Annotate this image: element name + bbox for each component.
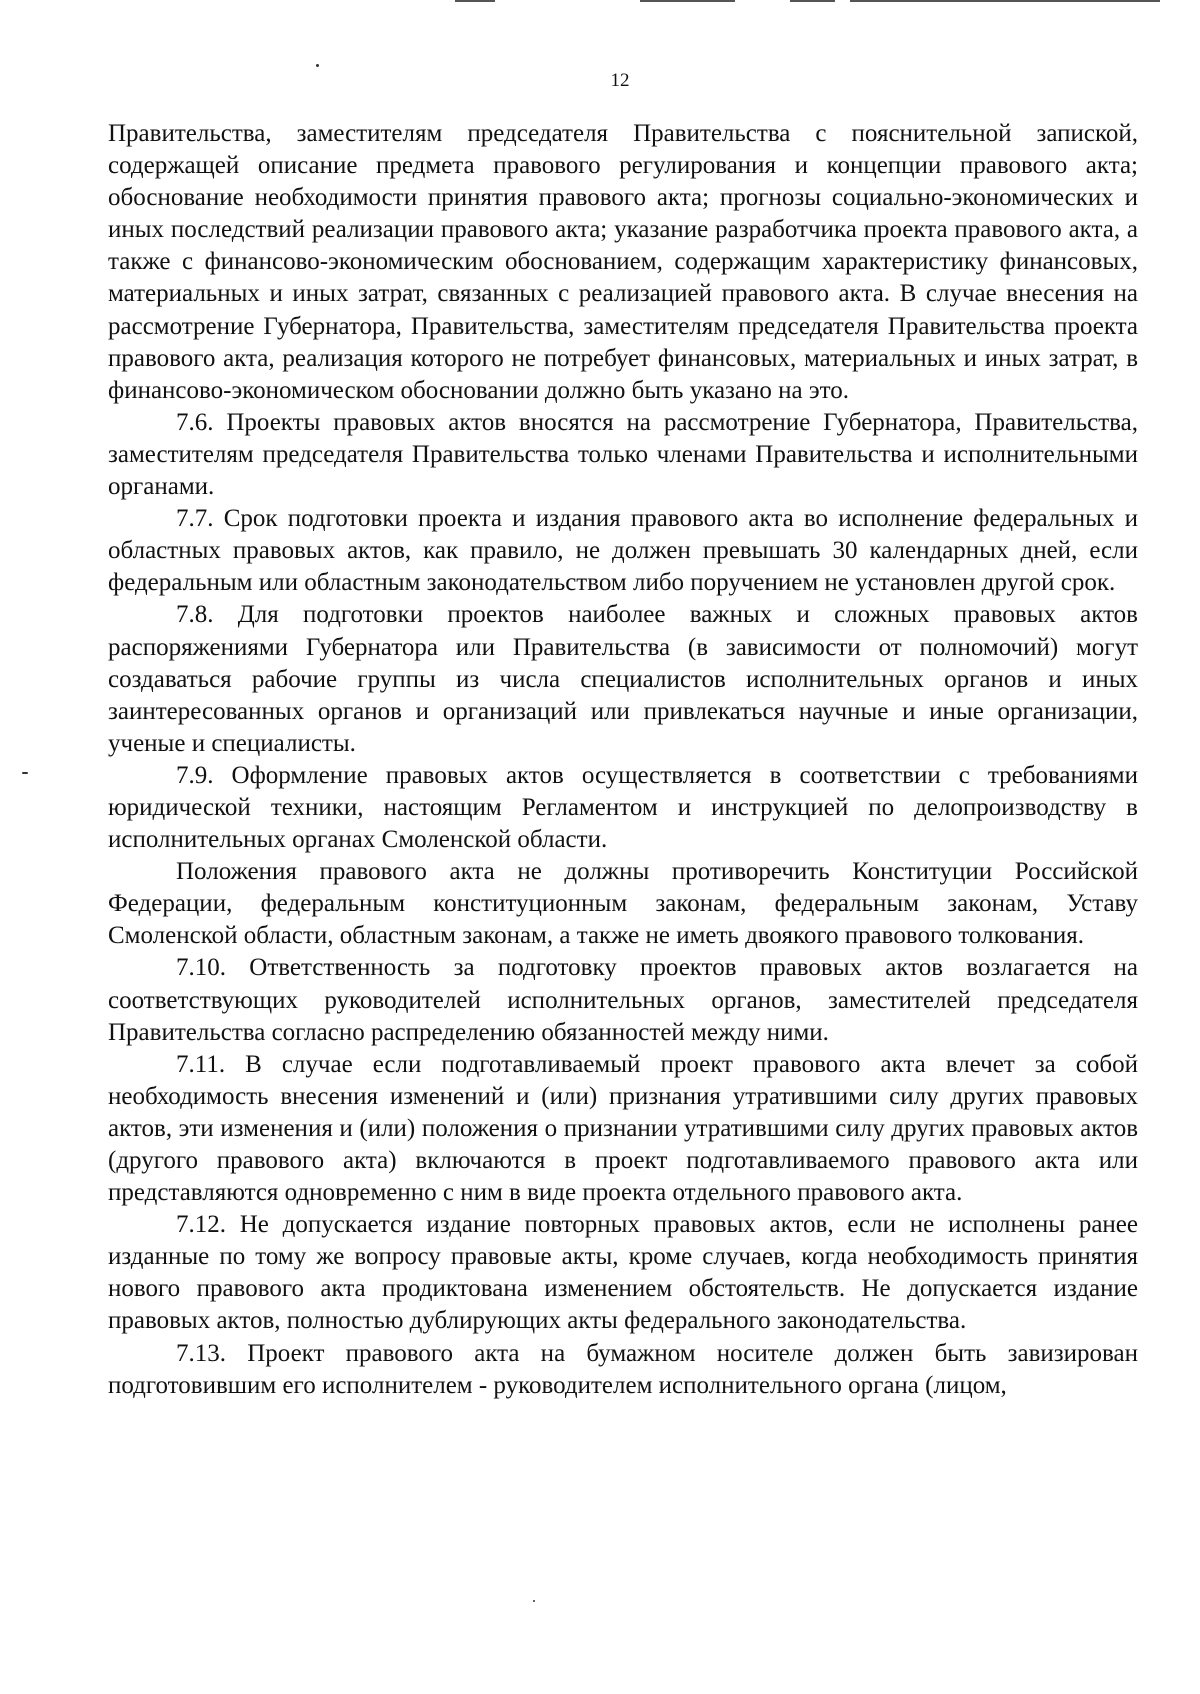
scan-speck (533, 1600, 535, 1602)
paragraph-continuation: Правительства, заместителям председателя Правительства с пояснительной запиской, содержащей описание предмета правового регулирования и концепции правового акта; обоснование необходимости принятия правового акта; прогнозы социально-экономических и иных последствий реализации правового акта; указание разработчика проекта правового акта, а также с финансово-экономическим обоснованием, содержащим характеристику финансовых, материальных и иных затрат, связанных с реализацией правового акта. В случае внесения на рассмотрение Губернатора, Правительства, заместителям председателя Правительства проекта правового акта, реализация которого не потребует финансовых, материальных и иных затрат, в финансово-экономическом обосновании должно быть указано на это. (108, 120, 1138, 404)
paragraph-7-7: 7.7. Срок подготовки проекта и издания правового акта во исполнение федеральных и областных правовых актов, как правило, не должен превышать 30 календарных дней, если федеральным или областным законодательством либо поручением не установлен другой срок. (108, 505, 1138, 597)
paragraph-7-13: 7.13. Проект правового акта на бумажном носителе должен быть завизирован подготовившим его исполнителем - руководителем исполнительного органа (лицом, (108, 1339, 1138, 1399)
paragraph-7-11: 7.11. В случае если подготавливаемый проект правового акта влечет за собой необходимость внесения изменений и (или) признания утратившими силу других правовых актов, эти изменения и (или) положения о признании утратившими силу других правовых актов (другого правового акта) включаются в проект подготавливаемого правового акта или представляются одновременно с ним в виде проекта отдельного правового акта. (108, 1050, 1138, 1207)
scan-edge-line (790, 0, 835, 2)
paragraph-7-10: 7.10. Ответственность за подготовку проектов правовых актов возлагается на соответствующих руководителей исполнительных органов, заместителей председателя Правительства согласно распределению обязанностей между ними. (108, 954, 1138, 1046)
page-number: 12 (610, 70, 630, 91)
scan-edge-line (850, 0, 1160, 2)
scan-speck (22, 772, 28, 774)
paragraph-7-12: 7.12. Не допускается издание повторных правовых актов, если не исполнены ранее изданные по тому же вопросу правовые акты, кроме случаев, когда необходимость принятия нового правового акта продиктована изменением обстоятельств. Не допускается издание правовых актов, полностью дублирующих акты федерального законодательства. (108, 1211, 1138, 1335)
scan-edge-line (640, 0, 735, 2)
paragraph-provisions: Положения правового акта не должны противоречить Конституции Российской Федерации, федеральным конституционным законам, федеральным законам, Уставу Смоленской области, областным законам, а также не иметь двоякого правового толкования. (108, 858, 1138, 950)
paragraph-7-6: 7.6. Проекты правовых актов вносятся на рассмотрение Губернатора, Правительства, заместителям председателя Правительства только членами Правительства и исполнительными органами. (108, 408, 1138, 501)
scan-edge-line (455, 0, 495, 2)
document-body (108, 118, 1138, 1402)
paragraph-7-8: 7.8. Для подготовки проектов наиболее важных и сложных правовых актов распоряжениями Губернатора или Правительства (в зависимости от полномочий) могут создаваться рабочие группы из числа специалистов исполнительных органов и иных заинтересованных органов и организаций или привлекаться научные и иные организации, ученые и специалисты. (108, 601, 1138, 757)
paragraph-7-9: 7.9. Оформление правовых актов осуществляется в соответствии с требованиями юридической техники, настоящим Регламентом и инструкцией по делопроизводству в исполнительных органах Смоленской области. (108, 761, 1138, 854)
scan-speck (316, 64, 319, 67)
